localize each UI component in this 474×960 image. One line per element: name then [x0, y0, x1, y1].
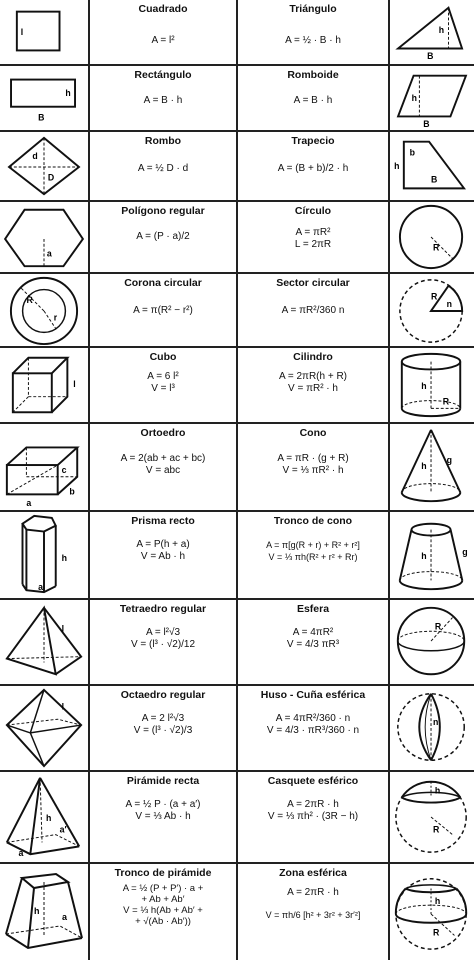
cone-label-g: g [446, 455, 453, 466]
rectangle-area: A = B · h [143, 95, 183, 106]
sphere-area: A = 4πR² [292, 627, 334, 638]
pyramid-frustum-area-2: + Ab + Ab′ [141, 894, 185, 905]
prism-title: Prisma recto [131, 515, 195, 527]
cube-title: Cubo [149, 351, 177, 363]
frustum-area: A = π[g(R + r) + R² + r²] [266, 540, 360, 550]
row-pyramid-cap [0, 772, 474, 864]
sector-area: A = πR²/360 n [281, 305, 345, 316]
circle-length: L = 2πR [294, 239, 332, 250]
triangle-label-b: B [427, 51, 434, 62]
rhombus-label-D: D [47, 172, 55, 183]
row-rectangle-rhomboid [0, 66, 474, 132]
rhomboid-label-b: B [423, 119, 430, 130]
row-cube-cylinder [0, 348, 474, 424]
row-prism-frustum [0, 512, 474, 600]
polygon-title: Polígono regular [121, 205, 205, 217]
sector-formula [236, 274, 388, 346]
sector-label-n: n [446, 299, 452, 310]
rhombus-figure [0, 132, 88, 200]
cone-volume: V = ⅓ πR² · h [282, 465, 344, 476]
pyr-label-a: a [18, 848, 24, 859]
cylinder-volume: V = πR² · h [288, 383, 338, 394]
sphere-volume: V = 4/3 πR³ [286, 639, 340, 650]
zona-label-h: h [434, 896, 441, 907]
rectangle-figure [0, 66, 88, 130]
cube-area: A = 6 l² [147, 371, 179, 382]
huso-label-n: n [432, 717, 439, 728]
huso-area: A = 4πR²/360 · n [275, 713, 351, 724]
square-label-l: l [20, 26, 24, 37]
tetrahedron-figure [0, 600, 88, 684]
tetra-label-l: l [61, 623, 65, 634]
cube-volume: V = l³ [151, 383, 175, 394]
cylinder-title: Cilindro [293, 351, 333, 363]
sphere-title: Esfera [296, 603, 330, 615]
square-figure [0, 0, 88, 64]
octahedron-title: Octaedro regular [120, 689, 206, 701]
rhomboid-formula [236, 66, 388, 130]
trapezoid-area: A = (B + b)/2 · h [277, 163, 349, 174]
rectangle-title: Rectángulo [134, 69, 192, 81]
octahedron-figure [0, 686, 88, 770]
cyl-label-h: h [421, 380, 427, 391]
circle-label-R: R [432, 242, 440, 253]
sector-label-R: R [431, 291, 438, 302]
orto-label-c: c [61, 464, 67, 475]
prism-formula [88, 512, 236, 598]
pyramid-area: A = ½ P · (a + a′) [125, 799, 201, 810]
trapezoid-title: Trapecio [291, 135, 335, 147]
trap-label-B: B [431, 174, 438, 185]
pyr-label-ap: a′ [59, 824, 67, 835]
zone-title: Zona esférica [279, 867, 347, 879]
triangle-label-h: h [438, 24, 445, 35]
tc-label-h: h [421, 550, 427, 561]
octahedron-volume: V = (l³ · √2)/3 [133, 725, 193, 736]
pyramid-frustum-volume-2: + √(Ab · Ab′)) [135, 916, 191, 927]
zona-label-R: R [432, 927, 440, 938]
prism-volume: V = Ab · h [140, 551, 186, 562]
cone-formula [236, 424, 388, 510]
huso-formula [236, 686, 388, 770]
circle-formula [236, 202, 388, 272]
orto-label-a: a [26, 498, 32, 509]
tetrahedron-formula [88, 600, 236, 684]
sector-title: Sector circular [276, 277, 350, 289]
sphere-label-R: R [434, 621, 442, 632]
huso-volume: V = 4/3 · πR³/360 · n [266, 725, 360, 736]
square-area: A = l² [151, 35, 175, 46]
tp-label-h: h [34, 906, 40, 916]
polygon-formula [88, 202, 236, 272]
cuboid-formula [88, 424, 236, 510]
rhomboid-title: Romboide [287, 69, 339, 81]
corona-label-r: r [53, 312, 58, 323]
poly-label-a: a [46, 248, 52, 259]
sphere-figure [388, 600, 474, 684]
corona-label-R: R [26, 295, 33, 306]
rhombus-area: A = ½ D · d [137, 163, 189, 174]
cylinder-figure [388, 348, 474, 422]
cas-label-R: R [432, 824, 440, 835]
row-corona-sector [0, 274, 474, 348]
rect-label-h: h [65, 88, 71, 99]
tp-label-a: a [62, 912, 68, 922]
cube-formula [88, 348, 236, 422]
prism-figure [0, 512, 88, 598]
pyramid-frustum-formula [88, 864, 236, 960]
row-frustum-pyramid-zone [0, 864, 474, 960]
cone-title: Cono [299, 427, 327, 439]
cylinder-formula [236, 348, 388, 422]
cone-area: A = πR · (g + R) [277, 453, 349, 464]
pyramid-frustum-area-1: A = ½ (P + P′) · a + [122, 883, 204, 894]
row-rhombus-trapezoid [0, 132, 474, 202]
frustum-volume: V = ⅓ πh(R² + r² + Rr) [268, 552, 358, 562]
triangle-figure [388, 0, 474, 64]
rhombus-formula [88, 132, 236, 200]
tetrahedron-title: Tetraedro regular [119, 603, 207, 615]
huso-figure [388, 686, 474, 770]
pyramid-formula [88, 772, 236, 862]
sector-figure [388, 274, 474, 346]
tc-label-g: g [462, 547, 468, 557]
cuboid-title: Ortoedro [140, 427, 186, 439]
cap-formula [236, 772, 388, 862]
triangle-title: Triángulo [289, 3, 337, 15]
orto-label-b: b [69, 486, 75, 497]
pyramid-volume: V = ⅓ Ab · h [135, 811, 191, 822]
tetrahedron-volume: V = (l³ · √2)/12 [130, 639, 196, 650]
sphere-formula [236, 600, 388, 684]
octa-label-l: l [61, 701, 65, 712]
corona-formula [88, 274, 236, 346]
square-title: Cuadrado [138, 3, 188, 15]
cone-label-h: h [421, 460, 427, 471]
pyramid-title: Pirámide recta [126, 775, 200, 787]
zone-volume: V = πh/6 [h² + 3r² + 3r′²] [265, 910, 361, 920]
cap-volume: V = ⅓ πh² · (3R − h) [267, 811, 359, 822]
triangle-area: A = ½ · B · h [285, 35, 341, 46]
rect-label-b: B [38, 112, 45, 123]
zone-formula [236, 864, 388, 960]
rhomboid-label-h: h [411, 92, 417, 103]
rhombus-title: Rombo [144, 135, 182, 147]
frustum-formula [236, 512, 388, 598]
rhombus-label-d: d [32, 151, 38, 162]
pyramid-frustum-figure [0, 864, 88, 960]
cap-title: Casquete esférico [267, 775, 359, 787]
circle-title: Círculo [294, 205, 332, 217]
trap-label-h: h [394, 160, 400, 171]
cube-label-l: l [73, 378, 76, 389]
cuboid-figure [0, 424, 88, 510]
pyramid-frustum-title: Tronco de pirámide [114, 867, 212, 879]
trapezoid-formula [236, 132, 388, 200]
octahedron-formula [88, 686, 236, 770]
frustum-title: Tronco de cono [273, 515, 353, 527]
rhomboid-figure [388, 66, 474, 130]
tetrahedron-area: A = l²√3 [145, 627, 181, 638]
cap-area: A = 2πR · h [287, 799, 339, 810]
pyramid-frustum-volume-1: V = ⅓ h(Ab + Ab′ + [123, 905, 203, 916]
row-octahedron-huso [0, 686, 474, 772]
polygon-area: A = (P · a)/2 [136, 231, 190, 242]
trapezoid-figure [388, 132, 474, 200]
cube-figure [0, 348, 88, 422]
row-polygon-circle [0, 202, 474, 274]
zone-area: A = 2πR · h [287, 887, 339, 898]
row-square-triangle [0, 0, 474, 66]
prism-label-h: h [61, 552, 67, 563]
corona-figure [0, 274, 88, 346]
pyramid-figure [0, 772, 88, 862]
corona-title: Corona circular [124, 277, 202, 289]
cylinder-area: A = 2πR(h + R) [278, 371, 348, 382]
cone-figure [388, 424, 474, 510]
rhomboid-area: A = B · h [293, 95, 333, 106]
cap-figure [388, 772, 474, 862]
prism-area: A = P(h + a) [136, 539, 190, 550]
cas-label-h: h [434, 785, 441, 796]
frustum-figure [388, 512, 474, 598]
polygon-figure [0, 202, 88, 272]
corona-area: A = π(R² − r²) [133, 305, 193, 316]
row-tetrahedron-sphere [0, 600, 474, 686]
cyl-label-R: R [442, 396, 450, 407]
square-formula [88, 0, 236, 64]
octahedron-area: A = 2 l²√3 [141, 713, 185, 724]
prism-label-a: a [38, 582, 44, 593]
rectangle-formula [88, 66, 236, 130]
trap-label-b: b [409, 147, 416, 158]
cuboid-area: A = 2(ab + ac + bc) [120, 453, 206, 464]
row-cuboid-cone [0, 424, 474, 512]
circle-figure [388, 202, 474, 272]
triangle-formula [236, 0, 388, 64]
cuboid-volume: V = abc [145, 465, 181, 476]
circle-area: A = πR² [295, 227, 331, 238]
pyr-label-h: h [45, 812, 52, 823]
huso-title: Huso - Cuña esférica [260, 689, 366, 701]
zone-figure [388, 864, 474, 960]
